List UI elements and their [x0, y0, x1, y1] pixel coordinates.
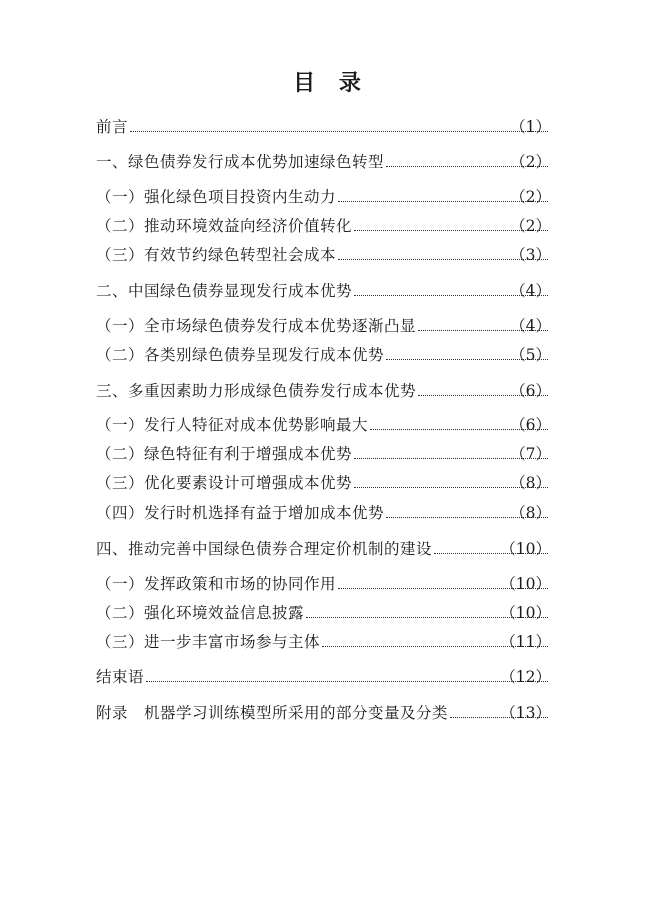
toc-entry[interactable] [0, 412, 662, 438]
toc-entry[interactable] [0, 441, 662, 467]
toc-entry-line [96, 149, 550, 175]
toc-page-number-text: （7） [510, 445, 551, 463]
toc-entry-line [96, 378, 550, 404]
page-title: 目 录 [293, 70, 369, 96]
toc-page-number-text: （13） [500, 704, 551, 722]
toc-entry-label: 一、绿色债券发行成本优势加速绿色转型 [96, 153, 385, 171]
toc-entry-line [96, 500, 550, 526]
toc-entry[interactable] [0, 242, 662, 268]
toc-page-number-text: （8） [510, 504, 551, 522]
toc-entry-line [96, 470, 550, 496]
toc-entry-label: （二）各类别绿色债券呈现发行成本优势 [96, 346, 385, 364]
toc-entry-line [96, 184, 550, 210]
toc-entry-line [96, 114, 550, 140]
toc-entry-line [96, 571, 550, 597]
toc-entry-label: 结束语 [96, 668, 145, 686]
toc-page-number-text: （2） [510, 153, 551, 171]
toc-entry-label: （一）强化绿色项目投资内生动力 [96, 188, 337, 206]
toc-entry-label: （一）发挥政策和市场的协同作用 [96, 575, 337, 593]
toc-entry[interactable] [0, 664, 662, 690]
toc-entry-label: 三、多重因素助力形成绿色债券发行成本优势 [96, 382, 417, 400]
toc-entry[interactable] [0, 149, 662, 175]
toc-entry[interactable] [0, 378, 662, 404]
toc-entry-line [96, 600, 550, 626]
toc-entry-label: 附录 机器学习训练模型所采用的部分变量及分类 [96, 704, 449, 722]
toc-page-number-text: （6） [510, 382, 551, 400]
toc-entry[interactable] [0, 600, 662, 626]
toc-page-number-text: （6） [510, 416, 551, 434]
toc-entry-label: 前言 [96, 118, 129, 136]
toc-entry[interactable] [0, 313, 662, 339]
toc-entry[interactable] [0, 470, 662, 496]
toc-entry-line [96, 242, 550, 268]
toc-entry[interactable] [0, 571, 662, 597]
toc-entry-line [96, 700, 550, 726]
toc-entry-label: （一）全市场绿色债券发行成本优势逐渐凸显 [96, 317, 417, 335]
toc-page-number-text: （4） [510, 317, 551, 335]
toc-entry-label: （二）强化环境效益信息披露 [96, 604, 305, 622]
toc-entry[interactable] [0, 500, 662, 526]
toc-entry-line [96, 278, 550, 304]
toc-leader-dots [130, 131, 548, 132]
toc-entry-label: （三）优化要素设计可增强成本优势 [96, 474, 353, 492]
toc-entry-label: （三）有效节约绿色转型社会成本 [96, 246, 337, 264]
toc-page-number-text: （2） [510, 188, 551, 206]
toc-page-number-text: （8） [510, 474, 551, 492]
toc-entry-line [96, 629, 550, 655]
toc-entry-line [96, 342, 550, 368]
toc-page-number-text: （11） [500, 633, 551, 651]
toc-entry[interactable] [0, 629, 662, 655]
toc-page-number-text: （12） [500, 668, 551, 686]
toc-entry[interactable] [0, 278, 662, 304]
toc-entry-line [96, 536, 550, 562]
toc-entry-label: （三）进一步丰富市场参与主体 [96, 633, 321, 651]
toc-entry-label: （四）发行时机选择有益于增加成本优势 [96, 504, 385, 522]
toc-page-number-text: （1） [510, 118, 551, 136]
toc-entry[interactable] [0, 536, 662, 562]
toc-entry-line [96, 441, 550, 467]
toc-entry[interactable] [0, 213, 662, 239]
toc-page-number-text: （10） [500, 604, 551, 622]
toc-entry-line [96, 412, 550, 438]
toc-entry-label: 二、中国绿色债券显现发行成本优势 [96, 282, 353, 300]
toc-entry[interactable] [0, 184, 662, 210]
toc-entry-line [96, 664, 550, 690]
toc-entry-label: 四、推动完善中国绿色债券合理定价机制的建设 [96, 540, 433, 558]
toc-entry-label: （二）绿色特征有利于增强成本优势 [96, 445, 353, 463]
toc-page-number-text: （10） [500, 540, 551, 558]
toc-page-number-text: （10） [500, 575, 551, 593]
toc-page-number-text: （5） [510, 346, 551, 364]
toc-page-number-text: （4） [510, 282, 551, 300]
toc-entry-line [96, 313, 550, 339]
toc-entry-line [96, 213, 550, 239]
toc-entry-label: （二）推动环境效益向经济价值转化 [96, 217, 353, 235]
toc-page-number-text: （3） [510, 246, 551, 264]
toc-entry[interactable] [0, 342, 662, 368]
toc-entry[interactable] [0, 700, 662, 726]
toc-leader-dots [146, 681, 548, 682]
toc-entry-label: （一）发行人特征对成本优势影响最大 [96, 416, 369, 434]
toc-page-number-text: （2） [510, 217, 551, 235]
toc-entry[interactable] [0, 114, 662, 140]
